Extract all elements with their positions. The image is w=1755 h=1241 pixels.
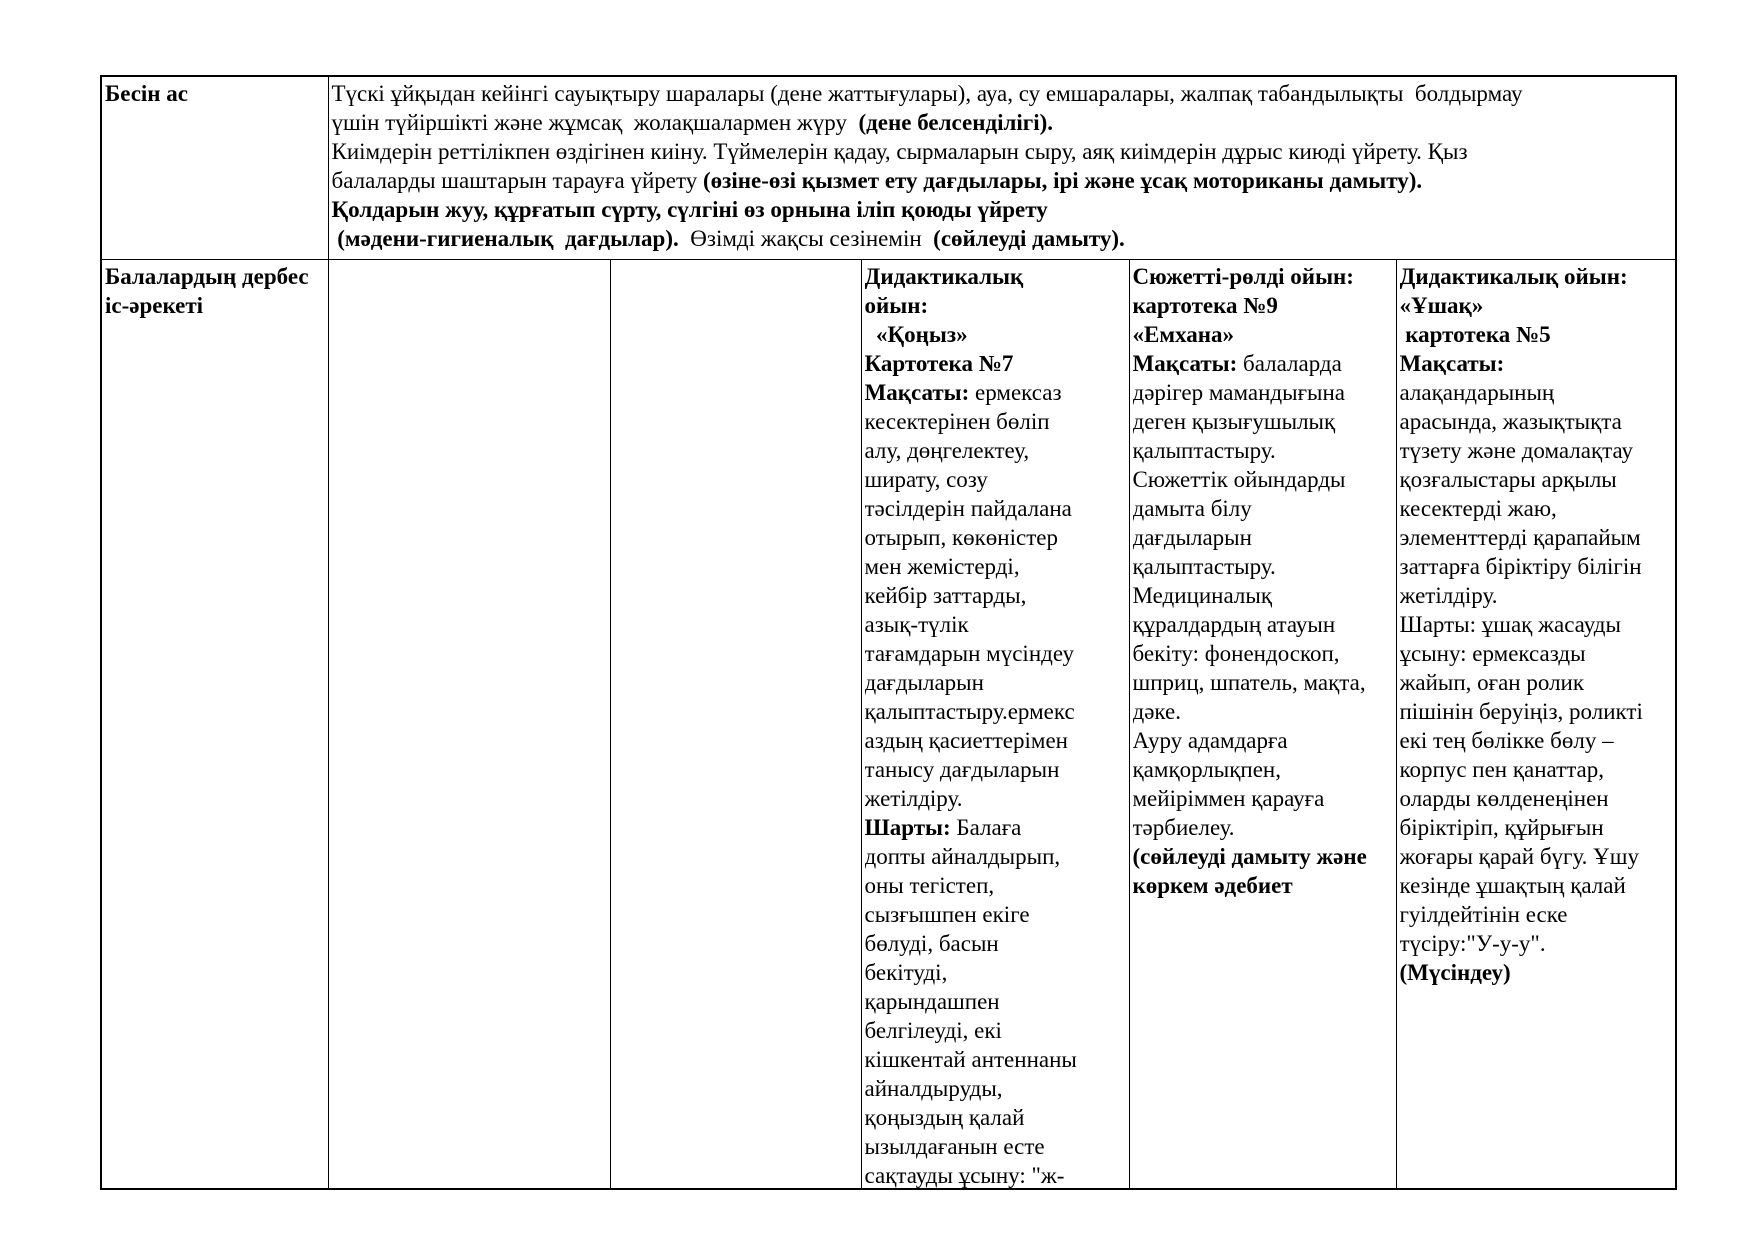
text-line <box>1400 610 1673 639</box>
text: гуілдейтінін еске <box>1399 902 1568 927</box>
text: сызғышпен екіге <box>864 902 1030 927</box>
text: тағамдарын мүсіндеу <box>864 641 1074 666</box>
text-line <box>1133 407 1393 436</box>
text: Өзімді жақсы сезінемін <box>678 226 934 251</box>
text: қалыптастыру. <box>1132 438 1276 463</box>
text: шприц, шпатель, мақта, <box>1132 670 1366 695</box>
text-line <box>865 291 1126 320</box>
bold-text: (сөйлеуді дамыту және <box>1132 844 1367 869</box>
text: балаларда <box>1237 351 1342 376</box>
text-line <box>1400 407 1673 436</box>
text: қамқорлықпен, <box>1132 757 1281 782</box>
text: танысу дағдыларын <box>864 757 1060 782</box>
text: корпус пен қанаттар, <box>1399 757 1604 782</box>
text: кейбір заттарды, <box>864 583 1027 608</box>
text: Сюжеттік ойындарды <box>1132 467 1346 492</box>
text-line <box>1133 668 1393 697</box>
text: балаларды шаштарын тарауға үйрету <box>331 168 703 193</box>
text-line <box>1133 610 1393 639</box>
text: кесектерінен бөліп <box>864 409 1050 434</box>
row-label-afternoon-snack: Бесін ас <box>102 77 328 260</box>
text: қалыптастыру.ермекс <box>864 699 1075 724</box>
label-line-1: Балалардың дербес <box>105 264 309 289</box>
text: элементтерді қарапайым <box>1399 525 1641 550</box>
bold-text: Мақсаты: <box>1132 351 1238 376</box>
text-line <box>865 697 1126 726</box>
bold-text: Мақсаты: <box>1399 351 1505 376</box>
text-line <box>1133 378 1393 407</box>
text: жетілдіру. <box>1399 583 1498 608</box>
bold-text: Дидактикалық ойын: <box>1399 264 1628 289</box>
text: аздың қасиеттерімен <box>864 728 1068 753</box>
text-line <box>1400 378 1673 407</box>
bold-text: «Ұшақ» <box>1399 293 1484 318</box>
text-line <box>865 1016 1126 1045</box>
text: түсіру:"У-у-у". <box>1399 931 1546 956</box>
text: оны тегістеп, <box>864 873 995 898</box>
text-line <box>865 552 1126 581</box>
text-line <box>1133 755 1393 784</box>
row-label-independent-activity <box>102 260 328 1189</box>
text: отырып, көкөністер <box>864 525 1058 550</box>
text-line <box>865 813 1126 842</box>
text-line <box>332 79 1673 108</box>
text-line <box>1133 697 1393 726</box>
text-line <box>1400 291 1673 320</box>
text-line <box>1133 813 1393 842</box>
text: дамыта білу <box>1132 496 1252 521</box>
text: ызылдағанын есте <box>864 1134 1045 1159</box>
activity-beetle-game <box>861 260 1129 1189</box>
text-line <box>1400 726 1673 755</box>
text-line <box>865 262 1126 291</box>
bold-text: Мақсаты: <box>864 380 970 405</box>
text: Шарты: ұшақ жасауды <box>1399 612 1621 637</box>
text: ширату, созу <box>864 467 988 492</box>
text-line <box>1400 900 1673 929</box>
text-line <box>865 987 1126 1016</box>
text-line <box>1400 465 1673 494</box>
text: кішкентай антеннаны <box>864 1047 1077 1072</box>
text: біріктіріп, құйрығын <box>1399 815 1604 840</box>
text-line <box>1400 262 1673 291</box>
text-line <box>865 929 1126 958</box>
text-line <box>865 1161 1126 1188</box>
text-line <box>865 494 1126 523</box>
text: Түскі ұйқыдан кейінгі сауықтыру шаралары (дене жаттығулары), ауа, су емшаралары, жалпақ табандылықты болдырмау <box>331 81 1523 106</box>
text: мейіріммен қарауға <box>1132 786 1325 811</box>
text: дағдыларын <box>1132 525 1252 550</box>
bold-text: (мәдени-гигиеналық дағдылар). <box>331 226 679 251</box>
text: үшін түйіршікті және жұмсақ жолақшалармен жүру <box>331 110 859 135</box>
text: дәрігер мамандығына <box>1132 380 1345 405</box>
text-line <box>1133 262 1393 291</box>
text: дағдыларын <box>864 670 984 695</box>
text-line <box>1400 929 1673 958</box>
text: ұсыну: ермексазды <box>1399 641 1586 666</box>
rich-lines <box>332 79 1673 253</box>
text-line <box>1400 494 1673 523</box>
bold-text: (өзіне-өзі қызмет ету дағдылары, ірі және ұсақ моториканы дамыту). <box>702 168 1423 193</box>
text-line <box>1133 320 1393 349</box>
text: жетілдіру. <box>864 786 963 811</box>
text-line <box>1400 958 1673 987</box>
text: допты айналдырып, <box>864 844 1061 869</box>
text: дәке. <box>1132 699 1181 724</box>
bold-text: Картотека №7 <box>864 351 1014 376</box>
text-line <box>865 1045 1126 1074</box>
text-line <box>332 224 1673 253</box>
activity-clinic-roleplay <box>1129 260 1396 1189</box>
bold-text: Шарты: <box>864 815 951 840</box>
text: бекіту: фонендоскоп, <box>1132 641 1340 666</box>
text: екі тең бөлікке бөлу – <box>1399 728 1614 753</box>
text-line <box>865 320 1126 349</box>
bold-text: «Емхана» <box>1132 322 1234 347</box>
bold-text: (сөйлеуді дамыту). <box>933 226 1125 251</box>
text: қоңыздың қалай <box>864 1105 1025 1130</box>
text-line <box>1133 291 1393 320</box>
text: оларды көлденеңінен <box>1399 786 1609 811</box>
text-line <box>1133 842 1393 871</box>
text-line <box>865 610 1126 639</box>
label-line-2: іс-әрекеті <box>105 293 204 318</box>
text-line <box>1400 639 1673 668</box>
text-line <box>865 900 1126 929</box>
text-line <box>1400 320 1673 349</box>
text: азық-түлік <box>864 612 969 637</box>
text: Ауру адамдарға <box>1132 728 1288 753</box>
text-line <box>865 871 1126 900</box>
text-line <box>1133 465 1393 494</box>
text: ермексаз <box>969 380 1062 405</box>
text-line <box>1133 436 1393 465</box>
bold-text: Сюжетті-рөлді ойын: <box>1132 264 1354 289</box>
bold-text: ойын: <box>864 293 929 318</box>
text: тәсілдерін пайдалана <box>864 496 1072 521</box>
text-line <box>1400 436 1673 465</box>
text-line <box>1400 552 1673 581</box>
text-line <box>1400 784 1673 813</box>
afternoon-snack-description <box>328 77 1675 260</box>
text-line <box>1133 871 1393 900</box>
text-line <box>865 1074 1126 1103</box>
bold-text: көркем әдебиет <box>1132 873 1293 898</box>
bold-text: картотека №5 <box>1399 322 1551 347</box>
text-line <box>1133 523 1393 552</box>
text-line <box>1400 581 1673 610</box>
bold-text: (дене белсенділігі). <box>858 110 1054 135</box>
text-line <box>865 1132 1126 1161</box>
text-line <box>865 639 1126 668</box>
text: арасында, жазықтықта <box>1399 409 1622 434</box>
text: түзету және домалақтау <box>1399 438 1634 463</box>
text: бекітуді, <box>864 960 948 985</box>
text-line <box>1400 755 1673 784</box>
text: бөлуді, басын <box>864 931 999 956</box>
text: сақтауды ұсыну: "ж- <box>864 1163 1065 1188</box>
text: пішінін беруіңіз, роликті <box>1399 699 1643 724</box>
text-line <box>1133 784 1393 813</box>
schedule-table-frame <box>100 75 1677 1190</box>
text-line <box>1400 842 1673 871</box>
text-line <box>865 436 1126 465</box>
text-line <box>865 581 1126 610</box>
text: алу, дөңгелектеу, <box>864 438 1030 463</box>
bold-text: «Қоңыз» <box>864 322 968 347</box>
text-line <box>865 668 1126 697</box>
text-line <box>332 108 1673 137</box>
text: Балаға <box>950 815 1022 840</box>
text: Медициналық <box>1132 583 1273 608</box>
text: деген қызығушылық <box>1132 409 1336 434</box>
text: қалыптастыру. <box>1132 554 1276 579</box>
text: тәрбиелеу. <box>1132 815 1235 840</box>
text: қозғалыстары арқылы <box>1399 467 1617 492</box>
text-line <box>865 349 1126 378</box>
text: құралдардың атауын <box>1132 612 1336 637</box>
text: қарындашпен <box>864 989 1000 1014</box>
empty-cell-col3 <box>610 260 861 1189</box>
text: кезінде ұшақтың қалай <box>1399 873 1626 898</box>
text-line <box>865 1103 1126 1132</box>
text-line <box>1400 871 1673 900</box>
bold-text: Қолдарын жуу, құрғатып сүрту, сүлгіні өз орнына іліп қоюды үйрету <box>331 197 1048 222</box>
text: белгілеуді, екі <box>864 1018 1002 1043</box>
text: заттарға біріктіру білігін <box>1399 554 1642 579</box>
text-line <box>1133 349 1393 378</box>
text-line <box>1400 697 1673 726</box>
text-line <box>865 523 1126 552</box>
text-line <box>865 378 1126 407</box>
row-independent-activity <box>102 260 1675 1189</box>
text-line <box>865 958 1126 987</box>
text-line <box>1133 552 1393 581</box>
schedule-table <box>102 77 1675 1188</box>
text-line <box>1400 349 1673 378</box>
text-line <box>1400 813 1673 842</box>
text-line <box>1400 523 1673 552</box>
text-line <box>865 407 1126 436</box>
text-line <box>1133 639 1393 668</box>
rich-lines <box>1133 262 1393 1188</box>
text: айналдыруды, <box>864 1076 1003 1101</box>
text-line <box>865 784 1126 813</box>
bold-text: картотека №9 <box>1132 293 1278 318</box>
text-line <box>332 195 1673 224</box>
text: жайып, оған ролик <box>1399 670 1585 695</box>
text-line <box>865 842 1126 871</box>
bold-text: (Мүсіндеу) <box>1399 960 1511 985</box>
text: Киімдерін реттілікпен өздігінен киіну. Түймелерін қадау, сырмаларын сыру, аяқ киімдерін дұрыс киюді үйрету. Қыз <box>331 139 1468 164</box>
rich-lines <box>865 262 1126 1188</box>
text-line <box>865 755 1126 784</box>
rich-lines <box>1400 262 1673 1188</box>
text: жоғары қарай бүгу. Ұшу <box>1399 844 1639 869</box>
text: мен жемістерді, <box>864 554 1020 579</box>
text: алақандарының <box>1399 380 1555 405</box>
text-line <box>865 726 1126 755</box>
text-line <box>332 137 1673 166</box>
text-line <box>1133 581 1393 610</box>
text-line <box>332 166 1673 195</box>
text: кесектерді жаю, <box>1399 496 1557 521</box>
text-line <box>865 465 1126 494</box>
empty-cell-col2 <box>328 260 610 1189</box>
text-line <box>1400 668 1673 697</box>
text-line <box>1133 726 1393 755</box>
text-line <box>1133 494 1393 523</box>
activity-airplane-game <box>1396 260 1675 1189</box>
bold-text: Дидактикалық <box>864 264 1024 289</box>
row-afternoon-snack <box>102 77 1675 260</box>
